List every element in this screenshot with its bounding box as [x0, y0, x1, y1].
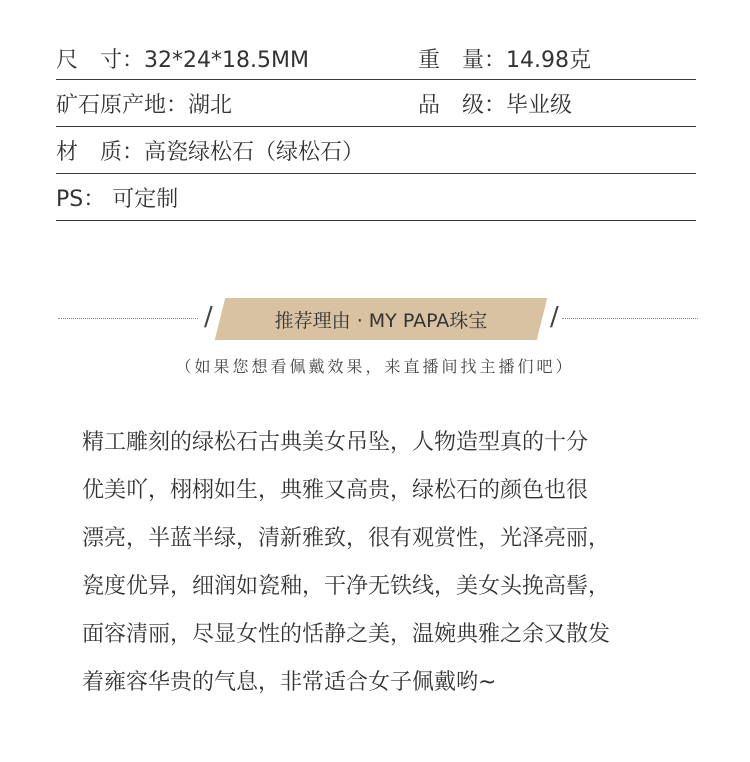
- spec-table: [56, 38, 696, 221]
- spec-grade: 品 级：毕业级: [418, 92, 573, 118]
- slash-divider-right: /: [550, 302, 559, 332]
- spec-row-ps: [56, 174, 696, 221]
- recommend-banner: [58, 298, 698, 340]
- spec-ps: PS： 可定制: [56, 186, 179, 212]
- description-line: 面容清丽，尽显女性的恬静之美，温婉典雅之余又散发: [82, 622, 611, 647]
- spec-size: 尺 寸：32*24*18.5MM: [56, 48, 309, 73]
- banner-title: 推荐理由 · MY PAPA珠宝: [274, 309, 488, 332]
- dotted-divider-right: [562, 318, 698, 319]
- spec-row-material: [56, 127, 696, 174]
- dotted-divider-left: [58, 318, 198, 319]
- description-line: 瓷度优异，细润如瓷釉，干净无铁线，美女头挽高髻，: [82, 574, 611, 599]
- spec-material: 材 质：高瓷绿松石（绿松石）: [56, 139, 365, 165]
- slash-divider-left: /: [204, 302, 213, 332]
- product-description: [82, 424, 682, 712]
- spec-row-origin-grade: [56, 80, 696, 127]
- description-line: 精工雕刻的绿松石古典美女吊坠，人物造型真的十分: [82, 430, 589, 455]
- spec-row-size-weight: [56, 38, 696, 80]
- banner-subtitle: （如果您想看佩戴效果，来直播间找主播们吧）: [175, 357, 575, 376]
- description-line: 优美吖，栩栩如生，典雅又高贵，绿松石的颜色也很: [82, 478, 589, 503]
- description-line: 漂亮，半蓝半绿，清新雅致，很有观赏性，光泽亮丽，: [82, 526, 611, 551]
- description-line: 着雍容华贵的气息，非常适合女子佩戴哟~: [82, 670, 497, 695]
- spec-origin: 矿石原产地：湖北: [56, 92, 233, 118]
- spec-weight: 重 量：14.98克: [418, 48, 591, 73]
